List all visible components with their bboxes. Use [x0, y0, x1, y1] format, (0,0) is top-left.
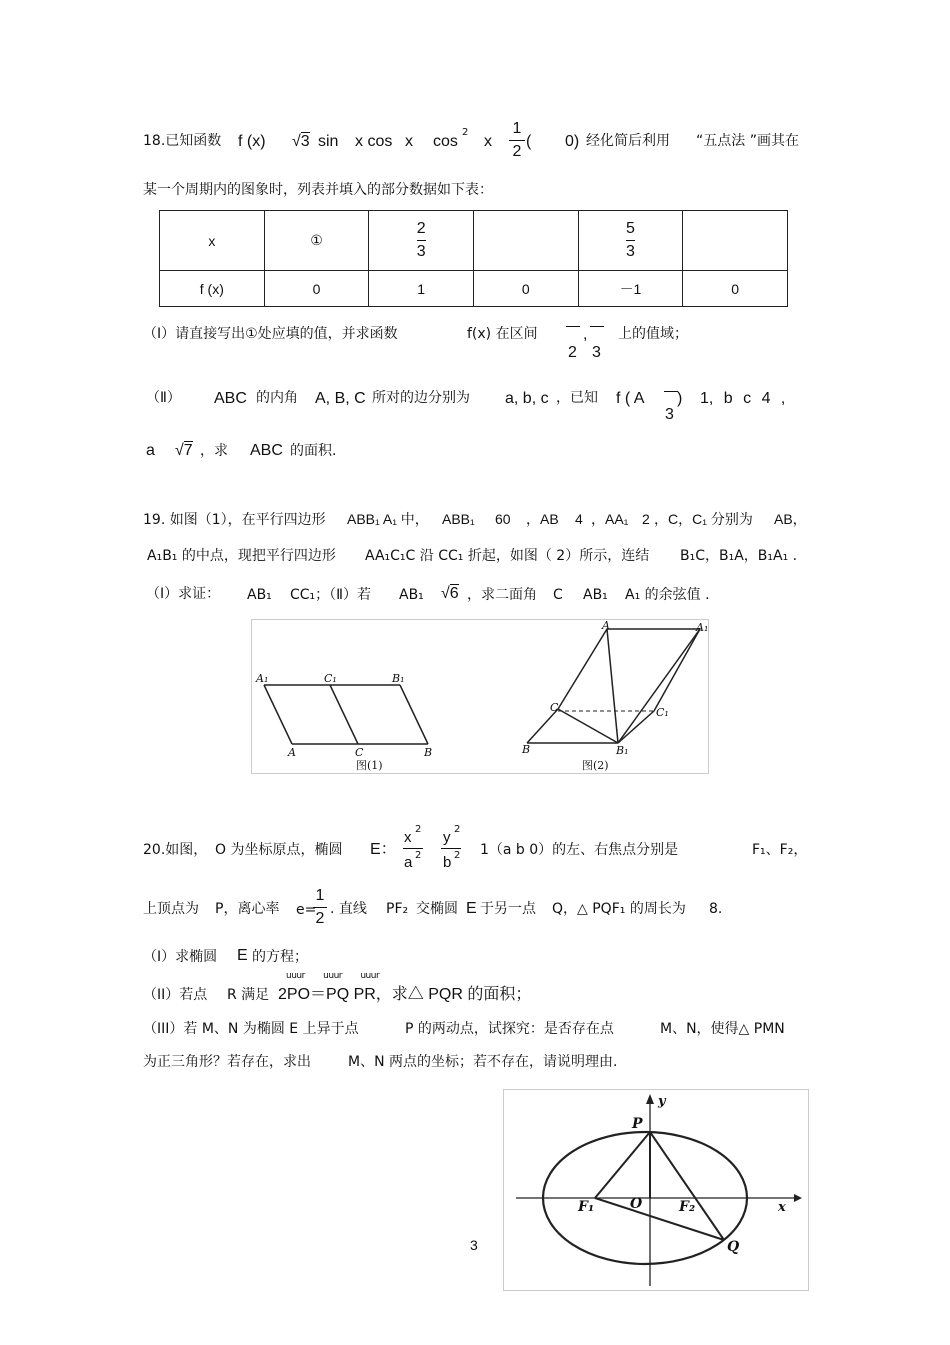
q20-b: b	[443, 854, 452, 871]
q20-l2q: Q，△ PQF₁ 的周长为	[552, 901, 686, 917]
fig2-caption: 图(2)	[582, 759, 609, 772]
q18-p2-find: ，求	[200, 443, 228, 459]
q20-figure	[503, 1089, 809, 1291]
q20-p2r: R 满足	[227, 987, 270, 1003]
q19-l2b: AA₁C₁C 沿 CC₁ 折起，如图（ 2）所示，连结	[365, 548, 650, 564]
q20-p3a: （III）若 M、N 为椭圆 E 上异于点	[143, 1021, 359, 1037]
q18-frac2-bar	[590, 326, 604, 327]
q18-p2-frac-bar	[664, 391, 678, 392]
table-cell: 0	[683, 271, 788, 307]
q18-exp2: 2	[462, 127, 469, 138]
table-cell: x	[160, 211, 265, 271]
q18-p2-given: ，已知	[556, 390, 598, 406]
q18-xcos: x cos	[355, 133, 393, 150]
q19-l3a: （Ⅰ）求证：	[146, 586, 221, 602]
q19-figure-svg	[252, 620, 708, 773]
q18-frac1-den: 2	[568, 344, 577, 361]
q20-half-num: 1	[315, 887, 325, 904]
q20-l2d: 于另一点	[480, 901, 536, 917]
q18-p1-text: （Ⅰ）请直接写出①处应填的值，并求函数	[143, 326, 398, 342]
table-cell: 0	[264, 271, 369, 307]
q20-p3c: M、N，使得△ PMN	[660, 1021, 785, 1037]
fig-x-label: x	[778, 1200, 786, 1215]
q19-abb: ABB₁ A₁ 中，	[347, 511, 429, 527]
fig2-A: A	[602, 619, 610, 632]
q19-ab1: AB₁	[247, 587, 272, 603]
q20-x: x	[404, 829, 412, 846]
q18-p2-sqrt7: 7	[183, 442, 193, 459]
frac-num: 5	[626, 220, 635, 237]
fig1-C: C	[355, 746, 364, 759]
q18-number: 18.已知函数	[143, 133, 222, 149]
q20-p3b: P 的两动点，试探究：是否存在点	[405, 1021, 614, 1037]
q18-half-den: 2	[512, 143, 522, 160]
q20-p1b: 的方程；	[252, 949, 308, 965]
q19-ab1b: AB₁	[399, 587, 424, 603]
fig2-C1: C₁	[656, 706, 669, 719]
q20-half-den: 2	[315, 910, 325, 927]
q18-sqrt3: 3	[300, 133, 310, 150]
fig-F2-label: F₂	[679, 1199, 696, 1215]
fig2-A1: A₁	[696, 621, 709, 634]
q18-p2-label: （Ⅱ）	[146, 390, 181, 406]
q20-l2pf2: PF₂	[386, 901, 409, 917]
q20-p2eq: 2PO＝PQ PR，求△ PQR 的面积；	[278, 986, 532, 1003]
fig-y-label: y	[658, 1094, 666, 1109]
q20-l1a: 20.如图，	[143, 842, 208, 858]
q18-p2-close: )	[677, 390, 683, 407]
fig-F1-label: F₁	[578, 1199, 595, 1215]
q18-sqrt-sign: √3	[292, 133, 310, 150]
q20-b-sq: 2	[454, 850, 461, 861]
q19-a1: A₁ 的余弦值 .	[625, 587, 710, 603]
q20-y: y	[443, 829, 451, 846]
fig1-A1: A₁	[256, 672, 269, 685]
fig1-A: A	[288, 746, 296, 759]
q19-l2a: A₁B₁ 的中点，现把平行四边形	[147, 548, 336, 564]
q18-frac2-den: 3	[592, 344, 601, 361]
q20-l2a: 上顶点为	[143, 901, 199, 917]
q18-half	[509, 120, 525, 161]
table-cell: ①	[264, 211, 369, 271]
fig2-B: B	[522, 743, 531, 756]
q18-method: “五点法 ”画其在	[696, 133, 799, 149]
fig1-B1: B₁	[392, 672, 405, 685]
fig-O-label: O	[630, 1196, 643, 1212]
table-cell: －1	[578, 271, 683, 307]
q20-frac2-bar	[441, 848, 461, 849]
q20-x-sq: 2	[415, 824, 422, 835]
q18-x1: x	[405, 133, 413, 150]
page-number: 3	[470, 1237, 478, 1253]
q18-p2-sides: a, b, c	[505, 390, 549, 407]
fig-P-label: P	[632, 1116, 643, 1132]
fig1-caption: 图(1)	[356, 759, 383, 772]
q19-angle: ABB₁	[442, 511, 475, 527]
q18-p2-sqrt-sign: √7	[175, 442, 193, 459]
q19-2: 2	[642, 511, 650, 527]
q18-line2: 某一个周期内的图象时，列表并填入的部分数据如下表：	[143, 182, 493, 198]
q18-p2-angles: 的内角	[256, 390, 298, 406]
q19-c: ，C，C₁ 分别为	[654, 511, 753, 527]
q18-p2-den3: 3	[665, 406, 674, 423]
q18-p2-sides-text: 所对的边分别为	[372, 390, 470, 406]
q18-rest1: 经化简后利用	[586, 133, 670, 149]
q18-p2-a: a	[146, 442, 155, 459]
q18-p1-range: 上的值域；	[618, 326, 688, 342]
q18-half-num: 1	[512, 120, 522, 137]
fig2-B1: B₁	[616, 744, 629, 757]
table-cell: 0	[473, 271, 578, 307]
q20-E: E：	[370, 841, 397, 858]
q19-figure	[251, 619, 709, 774]
q19-cc1: CC₁；（Ⅱ）若	[290, 587, 372, 603]
q19-4: 4	[575, 511, 583, 527]
q18-p2-fA: f ( A	[616, 390, 645, 407]
q18-paren: (	[526, 133, 532, 150]
q20-l1o: O 为坐标原点，椭圆	[215, 842, 343, 858]
q20-l2b: . 直线	[330, 901, 367, 917]
q19-sqrt-sign: √6	[441, 585, 459, 602]
q18-p2-cond: 1, b c 4 ,	[700, 390, 786, 407]
q20-p4: 为正三角形？若存在，求出	[143, 1054, 311, 1070]
fig1-B: B	[424, 746, 433, 759]
q20-frac1-bar	[403, 848, 423, 849]
q20-p2a: （II）若点	[143, 987, 208, 1003]
frac-den: 3	[626, 243, 635, 260]
q18-p1-fx: f(x) 在区间	[467, 326, 538, 342]
q20-l2-8: 8.	[709, 901, 723, 917]
q18-value-table	[159, 210, 788, 307]
q19-C: C	[553, 587, 563, 603]
q20-vec-marks: uuur uuur uuur	[286, 971, 380, 981]
q19-60: 60	[495, 511, 511, 527]
table-cell-frac	[369, 211, 474, 271]
q18-comma: ,	[583, 326, 588, 343]
q20-l2e: e=	[296, 902, 317, 918]
q19-ab: ，AB	[526, 511, 559, 527]
q19-l2c: B₁C，B₁A，B₁A₁ .	[680, 548, 798, 564]
q18-p2-abc3: ABC	[250, 442, 283, 459]
q20-a-sq: 2	[415, 850, 422, 861]
q20-p4b: M、N 两点的坐标；若不存在，请说明理由.	[348, 1054, 618, 1070]
q20-half	[313, 887, 327, 928]
q20-l2E: E	[466, 900, 477, 917]
frac-num: 2	[416, 220, 426, 237]
q18-frac1-bar	[566, 326, 580, 327]
table-cell: f (x)	[160, 271, 265, 307]
q18-p2-ABC: A, B, C	[315, 390, 366, 407]
q20-figure-svg	[504, 1090, 808, 1290]
fig1-C1: C₁	[324, 672, 337, 685]
q20-a: a	[404, 854, 413, 871]
q18-f: f (x)	[238, 133, 266, 150]
table-cell	[683, 211, 788, 271]
q20-l2c: 交椭圆	[416, 901, 458, 917]
table-cell: 1	[369, 271, 474, 307]
q18-cos: cos	[433, 133, 458, 150]
q18-p2-abc: ABC	[214, 390, 247, 407]
q20-y-sq: 2	[454, 824, 461, 835]
fig-Q-label: Q	[727, 1239, 740, 1255]
q19-AB: AB，	[774, 511, 807, 527]
table-cell	[473, 211, 578, 271]
q20-l1f: F₁、F₂，	[752, 842, 808, 858]
frac-den: 3	[416, 243, 426, 260]
q20-p1: （I）求椭圆	[143, 949, 218, 965]
fig2-C: C	[550, 701, 559, 714]
q19-l3b: ，求二面角	[467, 587, 537, 603]
table-cell-frac	[578, 211, 683, 271]
q20-p1E: E	[237, 947, 248, 964]
q19-ab1c: AB₁	[583, 587, 608, 603]
q19-sqrt6: 6	[449, 585, 459, 602]
q19-aa: ，AA₁	[591, 511, 629, 527]
q20-l2p: P，离心率	[215, 901, 280, 917]
q18-zero: 0)	[565, 133, 580, 150]
q18-p2-area: 的面积.	[290, 443, 337, 459]
q19-l1a: 19. 如图（1），在平行四边形	[143, 512, 326, 528]
q20-l1eq: 1（a b 0）的左、右焦点分别是	[480, 842, 679, 858]
q18-sin: sin	[318, 133, 339, 150]
q18-x2: x	[484, 133, 492, 150]
